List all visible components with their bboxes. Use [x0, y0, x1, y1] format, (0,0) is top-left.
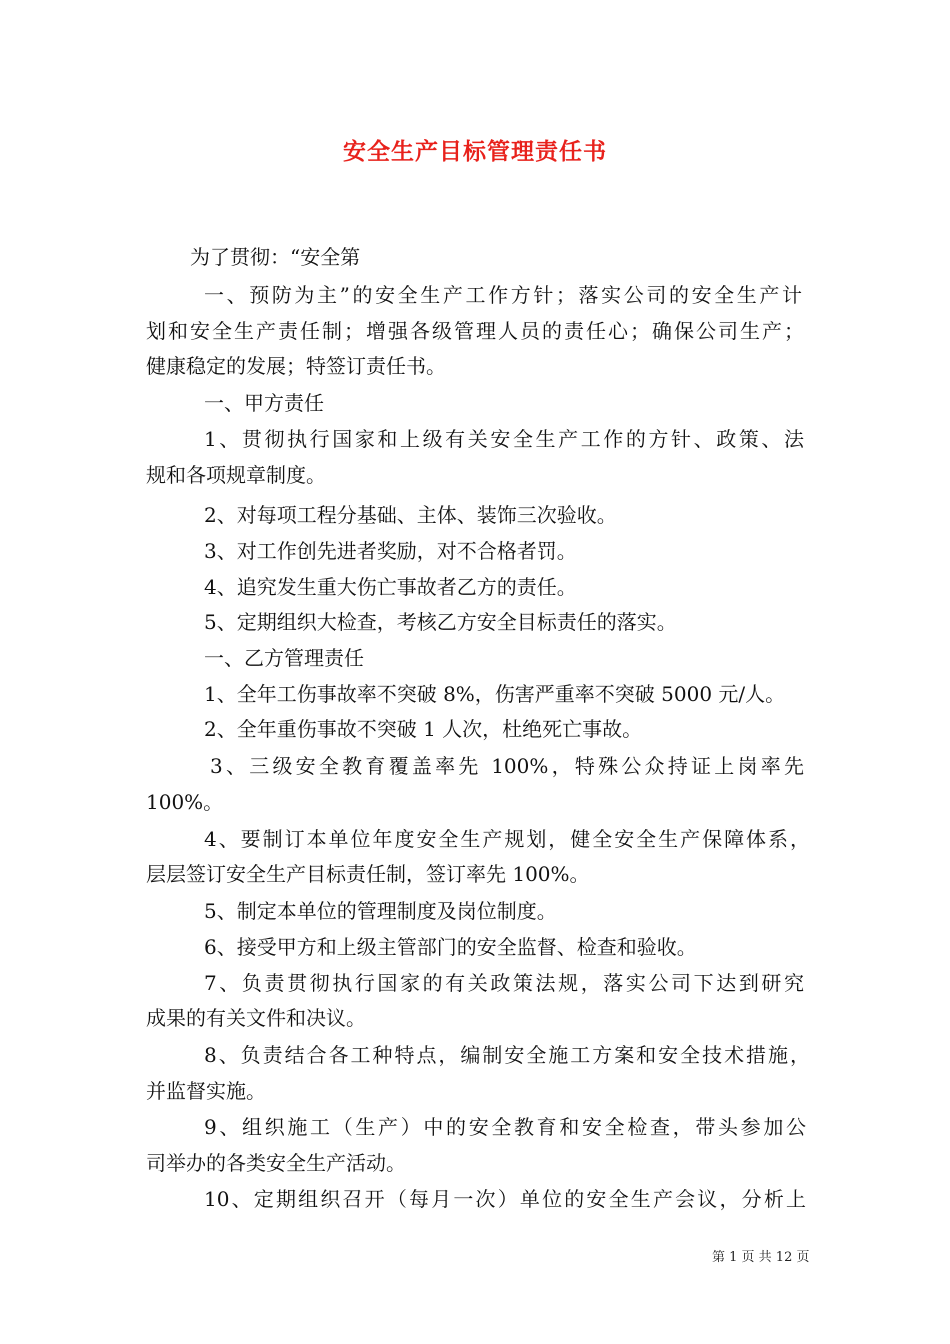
paragraph-line: 成果的有关文件和决议。: [146, 1006, 366, 1030]
paragraph-line: 层层签订安全生产目标责任制，签订率先 100%。: [146, 862, 590, 886]
paragraph-line: 一、预防为主”的安全生产工作方针；落实公司的安全生产计: [204, 283, 802, 307]
paragraph-line: 9、组织施工（生产）中的安全教育和安全检查，带头参加公: [204, 1115, 806, 1139]
paragraph-line: 1、贯彻执行国家和上级有关安全生产工作的方针、政策、法: [204, 427, 804, 451]
paragraph-line: 100%。: [146, 790, 224, 814]
section-heading: 一、甲方责任: [204, 391, 324, 415]
paragraph-line: 10、定期组织召开（每月一次）单位的安全生产会议，分析上: [204, 1187, 806, 1211]
paragraph-line: 4、追究发生重大伤亡事故者乙方的责任。: [204, 575, 577, 599]
paragraph-line: 5、制定本单位的管理制度及岗位制度。: [204, 899, 557, 923]
section-heading: 一、乙方管理责任: [204, 646, 364, 670]
paragraph-line: 并监督实施。: [146, 1079, 266, 1103]
paragraph-line: 5、定期组织大检查，考核乙方安全目标责任的落实。: [204, 610, 677, 634]
page-number: 第 1 页 共 12 页: [712, 1250, 810, 1265]
paragraph-line: 2、对每项工程分基础、主体、装饰三次验收。: [204, 503, 617, 527]
paragraph-line: 1、全年工伤事故率不突破 8%，伤害严重率不突破 5000 元/人。: [204, 682, 786, 706]
paragraph-line: 为了贯彻：“安全第: [190, 245, 361, 269]
paragraph-line: 划和安全生产责任制；增强各级管理人员的责任心；确保公司生产；: [146, 319, 804, 343]
paragraph-line: 7、负责贯彻执行国家的有关政策法规，落实公司下达到研究: [204, 971, 804, 995]
paragraph-line: 4、要制订本单位年度安全生产规划，健全安全生产保障体系，: [204, 827, 810, 851]
document-title: 安全生产目标管理责任书: [343, 138, 607, 165]
paragraph-line: 6、接受甲方和上级主管部门的安全监督、检查和验收。: [204, 935, 697, 959]
paragraph-line: 规和各项规章制度。: [146, 463, 326, 487]
paragraph-line: 3、对工作创先进者奖励，对不合格者罚。: [204, 539, 577, 563]
paragraph-line: 司举办的各类安全生产活动。: [146, 1151, 406, 1175]
paragraph-line: 3、三级安全教育覆盖率先 100%，特殊公众持证上岗率先: [210, 754, 804, 778]
paragraph-line: 健康稳定的发展；特签订责任书。: [146, 354, 446, 378]
paragraph-line: 2、全年重伤事故不突破 1 人次，杜绝死亡事故。: [204, 717, 643, 741]
paragraph-line: 8、负责结合各工种特点，编制安全施工方案和安全技术措施，: [204, 1043, 810, 1067]
